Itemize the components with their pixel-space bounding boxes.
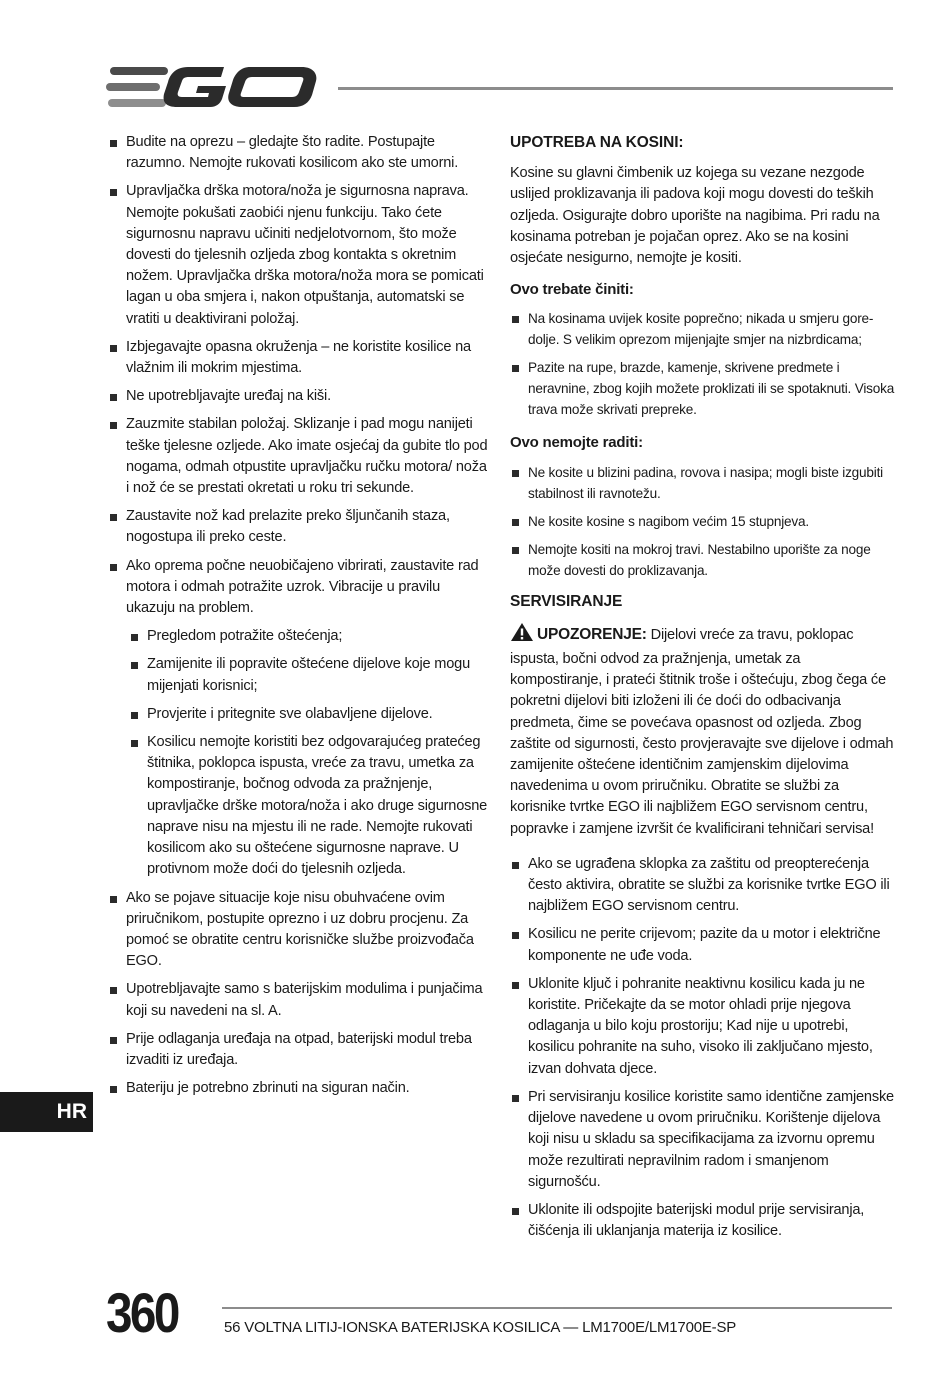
dont-title: Ovo nemojte raditi: <box>510 434 643 452</box>
list-item: Zaustavite nož kad prelazite preko šljunčanih staza, nogostupa ili preko ceste. <box>108 506 490 548</box>
list-item: Kosilicu ne perite crijevom; pazite da u motor i električne komponente ne uđe voda. <box>510 924 895 966</box>
list-item: Uklonite ili odspojite baterijski modul prije servisiranja, čišćenja ili uklanjanja materija iz kosilice. <box>510 1200 895 1242</box>
list-item: Izbjegavajte opasna okruženja – ne koristite kosilice na vlažnim ili mokrim mjestima. <box>108 337 490 379</box>
footer-title: 56 VOLTNA LITIJ-IONSKA BATERIJSKA KOSILICA — LM1700E/LM1700E-SP <box>224 1319 737 1336</box>
list-item <box>108 556 490 881</box>
ego-logo <box>106 64 318 115</box>
list-item: Bateriju je potrebno zbrinuti na siguran način. <box>108 1078 490 1099</box>
list-item: Pri servisiranju kosilice koristite samo identične zamjenske dijelove navedene u ovom priručniku. Korištenje dijelova koji nisu u skladu sa specifikacijama za izvornu opremu može rezultirati nepravilnim radom i smanjenom sigurnošću. <box>510 1087 895 1193</box>
safety-list <box>108 132 490 1099</box>
do-title: Ovo trebate činiti: <box>510 281 634 299</box>
sub-list-item: Pregledom potražite oštećenja; <box>129 626 490 647</box>
list-item: Zauzmite stabilan položaj. Sklizanje i pad mogu nanijeti teške tjelesne ozljede. Ako imate osjećaj da gubite tlo pod nogama, odmah otpustite upravljačku ručku motora/ noža i nož će se prestati okretati u roku tri sekunde. <box>108 414 490 499</box>
list-item: Ne kosite u blizini padina, rovova i nasipa; mogli biste izgubiti stabilnost ili ravnotežu. <box>510 462 895 504</box>
sub-list-item: Kosilicu nemojte koristiti bez odgovarajućeg pratećeg štitnika, poklopca ispusta, vreće za travu, umetka za kompostiranje, bočnog odvoda za pražnjenje, upravljačke drške motora/noža i ako druge sigurnosne naprave nisu na mjestu ili ne rade. Nemojte rukovati kosilicom ako su oštećene sigurnosne naprave. U protivnom može doći do tjelesnih ozljeda. <box>129 732 490 880</box>
dont-list <box>510 462 895 581</box>
slope-intro: Kosine su glavni čimbenik uz kojega su vezane nezgode uslijed proklizavanja ili padova koji mogu dovesti do teških ozljeda. Osigurajte dobro uporište na nagibima. Pri radu na kosinama potreban je pojačan oprez. Ako se na kosini osjećate nesigurno, nemojte je kositi. <box>510 165 880 267</box>
sub-list-item: Zamijenite ili popravite oštećene dijelove koje mogu mijenjati korisnici; <box>129 654 490 696</box>
warning-paragraph <box>510 622 895 840</box>
list-item: Upotrebljavajte samo s baterijskim modulima i punjačima koji su navedeni na sl. A. <box>108 979 490 1021</box>
list-item: Pazite na rupe, brazde, kamenje, skrivene predmete i neravnine, zbog kojih možete proklizati ili se spotaknuti. Visoka trava može skrivati prepreke. <box>510 357 895 420</box>
left-column <box>108 132 490 1106</box>
warning-label: UPOZORENJE: <box>537 625 647 643</box>
list-item: Ako se ugrađena sklopka za zaštitu od preopterećenja često aktivira, obratite se službi za korisnike tvrtke EGO ili najbližem EGO servisnom centru. <box>510 854 895 918</box>
service-list <box>510 854 895 1242</box>
list-item: Uklonite ključ i pohranite neaktivnu kosilicu kada ju ne koristite. Pričekajte da se motor ohladi prije njegova odlaganja u bilo koju prostoriju; Kad nije u upotrebi, kosilicu pohranite na suho, visoko ili zaključano mjesto, izvan dohvata djece. <box>510 974 895 1080</box>
language-tab <box>0 1092 93 1132</box>
list-item: Upravljačka drška motora/noža je sigurnosna naprava. Nemojte pokušati zaobići njenu funkciju. Tako ćete sigurnosnu napravu učiniti nedjelotvornom, što može dovesti do tjelesnih ozljeda zbog kontakta s okretnim nožem. Upravljačka drška motora/noža mora se pomicati lagan u oba smjera i, nakon otpuštanja, automatski se vratiti u deaktivirani položaj. <box>108 181 490 329</box>
list-item: Budite na oprezu – gledajte što radite. Postupajte razumno. Nemojte rukovati kosilicom ako ste umorni. <box>108 132 490 174</box>
language-tab-label: HR <box>56 1100 87 1123</box>
sub-list-item: Provjerite i pritegnite sve olabavljene dijelove. <box>129 704 490 725</box>
list-item: Ne upotrebljavajte uređaj na kiši. <box>108 386 490 407</box>
list-item: Ako se pojave situacije koje nisu obuhvaćene ovim priručnikom, postupite oprezno i uz dobru procjenu. Za pomoć se obratite centru korisničke službe proizvođača EGO. <box>108 888 490 973</box>
page-number: 360 <box>106 1281 178 1344</box>
right-column <box>510 132 895 1249</box>
vibration-sub-list <box>129 626 490 880</box>
list-item: Na kosinama uvijek kosite poprečno; nikada u smjeru gore-dolje. S velikim oprezom mijenjajte smjer na nizbrdicama; <box>510 308 895 350</box>
list-item-text: Ako oprema počne neuobičajeno vibrirati, zaustavite rad motora i odmah potražite uzrok. Vibracije u pravilu ukazuju na problem. <box>126 557 479 617</box>
slope-section-title: UPOTREBA NA KOSINI: <box>510 134 684 151</box>
footer-rule <box>222 1307 892 1309</box>
do-list <box>510 308 895 420</box>
header-rule <box>338 87 893 90</box>
warning-text: Dijelovi vreće za travu, poklopac ispusta, bočni odvod za pražnjenja, umetak za kompostiranje, i prateći štitnik troše i oštećuju, zbog čega će pokretni dijelovi biti izloženi ili će doći do odbacivanja predmeta, čime se povećava opasnost od ozljeda. Zbog zaštite od sigurnosti, često provjeravajte sve dijelove i odmah zamijenite oštećene identičnim zamjenskim dijelovima navedenima u ovom priručniku. Obratite se službi za korisnike tvrtke EGO ili najbližem EGO servisnom centru, popravke i zamjene izvršit će kvalificirani tehničari servisa! <box>510 626 894 837</box>
list-item: Nemojte kositi na mokroj travi. Nestabilno uporište za noge može dovesti do proklizavanja. <box>510 539 895 581</box>
ego-logo-mark <box>106 64 318 110</box>
list-item: Prije odlaganja uređaja na otpad, baterijski modul treba izvaditi iz uređaja. <box>108 1029 490 1071</box>
service-section-title: SERVISIRANJE <box>510 592 623 610</box>
list-item: Ne kosite kosine s nagibom većim 15 stupnjeva. <box>510 511 895 532</box>
warning-icon <box>510 622 534 649</box>
